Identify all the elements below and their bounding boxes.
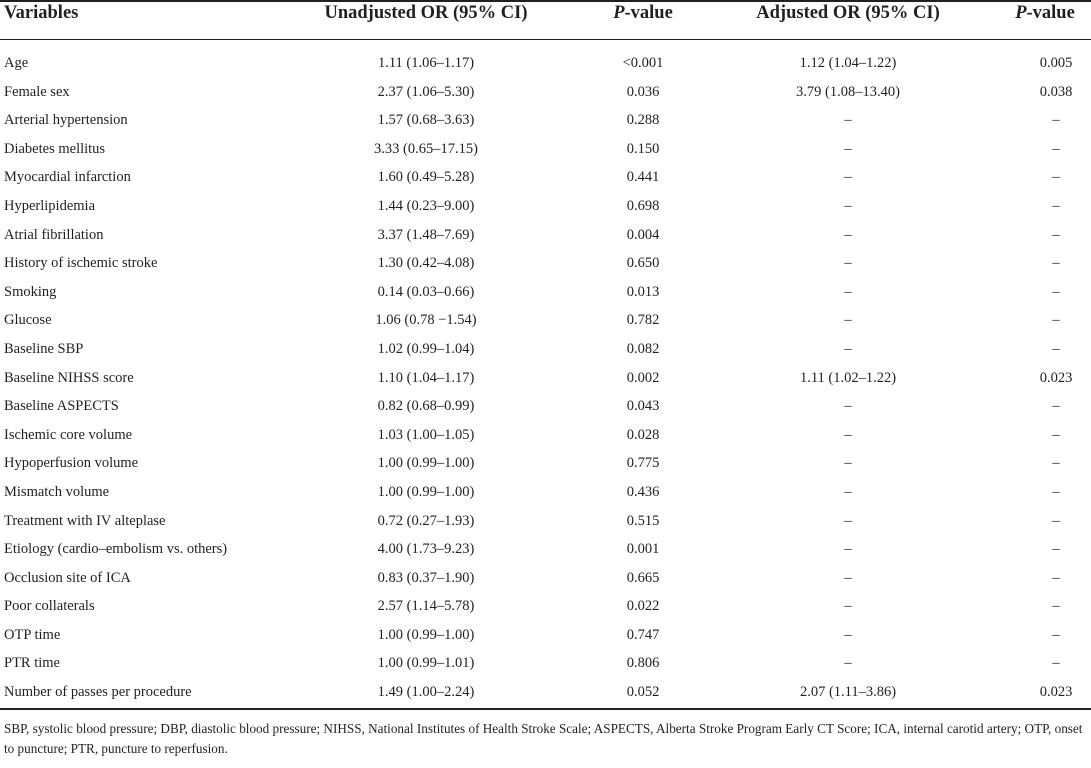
unadjusted-or-cell: 1.49 (1.00–2.24) <box>377 684 475 701</box>
table-row <box>0 250 1091 279</box>
adjusted-or-cell: – <box>844 112 852 129</box>
table-row <box>0 307 1091 336</box>
table-row <box>0 565 1091 594</box>
adjusted-p-cell: 0.005 <box>1039 55 1073 71</box>
variable-cell: Number of passes per procedure <box>4 684 192 701</box>
unadjusted-p-cell: 0.004 <box>626 226 660 243</box>
adjusted-or-cell: – <box>844 598 852 615</box>
adjusted-or-cell: – <box>844 340 852 357</box>
unadjusted-p-cell: 0.436 <box>626 483 660 500</box>
unadjusted-p-cell: 0.665 <box>626 569 660 586</box>
table-row <box>0 536 1091 565</box>
adjusted-or-cell: 1.11 (1.02–1.22) <box>799 369 897 386</box>
adjusted-p-cell: – <box>1052 455 1060 472</box>
table-header <box>0 0 1091 39</box>
unadjusted-or-cell: 1.02 (0.99–1.04) <box>377 340 475 357</box>
unadjusted-or-cell: 0.72 (0.27–1.93) <box>377 512 475 529</box>
header-p-value-suffix: -value <box>624 3 673 23</box>
variable-cell: Arterial hypertension <box>4 112 128 129</box>
unadjusted-p-cell: 0.806 <box>626 655 660 672</box>
unadjusted-p-cell: 0.288 <box>626 112 660 129</box>
unadjusted-p-cell: 0.043 <box>626 398 660 415</box>
adjusted-p-cell: 0.038 <box>1039 83 1073 100</box>
adjusted-p-cell: – <box>1052 626 1060 643</box>
unadjusted-p-cell: <0.001 <box>622 55 664 71</box>
table-row <box>0 136 1091 165</box>
adjusted-p-cell: – <box>1052 598 1060 615</box>
table-row <box>0 422 1091 451</box>
adjusted-p-cell: – <box>1052 312 1060 329</box>
unadjusted-p-cell: 0.650 <box>626 255 660 272</box>
header-p-value-italic: P <box>613 3 625 23</box>
variable-cell: Baseline NIHSS score <box>4 369 134 386</box>
unadjusted-or-cell: 0.14 (0.03–0.66) <box>377 283 475 300</box>
unadjusted-p-cell: 0.441 <box>626 169 660 186</box>
adjusted-or-cell: – <box>844 455 852 472</box>
unadjusted-or-cell: 1.30 (0.42–4.08) <box>377 255 475 272</box>
unadjusted-or-cell: 1.60 (0.49–5.28) <box>377 169 475 186</box>
variable-cell: Poor collaterals <box>4 598 95 615</box>
table-row <box>0 450 1091 479</box>
adjusted-or-cell: – <box>844 226 852 243</box>
adjusted-p-cell: 0.023 <box>1039 684 1073 701</box>
adjusted-p-cell: – <box>1052 541 1060 558</box>
adjusted-or-cell: – <box>844 312 852 329</box>
table-row <box>0 79 1091 108</box>
adjusted-or-cell: – <box>844 197 852 214</box>
adjusted-p-cell: – <box>1052 483 1060 500</box>
table-row <box>0 622 1091 651</box>
adjusted-or-cell: – <box>844 569 852 586</box>
adjusted-p-cell: – <box>1052 398 1060 415</box>
adjusted-p-cell: – <box>1052 283 1060 300</box>
unadjusted-p-cell: 0.082 <box>626 340 660 357</box>
variable-cell: Etiology (cardio–embolism vs. others) <box>4 541 228 558</box>
adjusted-or-cell: – <box>844 512 852 529</box>
table-header-rule <box>0 39 1091 40</box>
adjusted-or-cell: – <box>844 483 852 500</box>
table-row <box>0 164 1091 193</box>
unadjusted-p-cell: 0.028 <box>626 426 660 443</box>
adjusted-or-cell: – <box>844 169 852 186</box>
table-row <box>0 279 1091 308</box>
variable-cell: Age <box>4 55 29 71</box>
header-variables: Variables <box>4 3 79 23</box>
variable-cell: Ischemic core volume <box>4 426 133 443</box>
adjusted-p-cell: – <box>1052 340 1060 357</box>
table-row <box>0 479 1091 508</box>
unadjusted-p-cell: 0.775 <box>626 455 660 472</box>
header-p-value2-italic: P <box>1015 3 1027 23</box>
unadjusted-or-cell: 0.82 (0.68–0.99) <box>377 398 475 415</box>
header-p-value-adjusted <box>1015 3 1075 23</box>
variable-cell: OTP time <box>4 626 61 643</box>
adjusted-or-cell: 3.79 (1.08–13.40) <box>796 83 900 100</box>
variable-cell: Hyperlipidemia <box>4 197 96 214</box>
variable-cell: Diabetes mellitus <box>4 140 106 157</box>
adjusted-p-cell: – <box>1052 112 1060 129</box>
unadjusted-or-cell: 0.83 (0.37–1.90) <box>377 569 475 586</box>
table-row <box>0 679 1091 708</box>
header-unadjusted-or: Unadjusted OR (95% CI) <box>324 3 528 23</box>
adjusted-p-cell: – <box>1052 426 1060 443</box>
unadjusted-or-cell: 1.00 (0.99–1.00) <box>377 626 475 643</box>
unadjusted-p-cell: 0.747 <box>626 626 660 643</box>
unadjusted-p-cell: 0.036 <box>626 83 660 100</box>
unadjusted-or-cell: 1.00 (0.99–1.01) <box>377 655 475 672</box>
unadjusted-p-cell: 0.052 <box>626 684 660 701</box>
table-row <box>0 650 1091 679</box>
unadjusted-p-cell: 0.013 <box>626 283 660 300</box>
adjusted-p-cell: – <box>1052 140 1060 157</box>
adjusted-p-cell: 0.023 <box>1039 369 1073 386</box>
variable-cell: Treatment with IV alteplase <box>4 512 166 529</box>
variable-cell: Smoking <box>4 283 57 300</box>
table-row <box>0 508 1091 537</box>
header-p-value2-suffix: -value <box>1026 3 1075 23</box>
variable-cell: Baseline SBP <box>4 340 84 357</box>
unadjusted-or-cell: 2.57 (1.14–5.78) <box>377 598 475 615</box>
table-body <box>0 50 1091 708</box>
variable-cell: Glucose <box>4 312 52 329</box>
unadjusted-or-cell: 4.00 (1.73–9.23) <box>377 541 475 558</box>
unadjusted-p-cell: 0.150 <box>626 140 660 157</box>
unadjusted-or-cell: 3.37 (1.48–7.69) <box>377 226 475 243</box>
variable-cell: Myocardial infarction <box>4 169 131 186</box>
variable-cell: History of ischemic stroke <box>4 255 158 272</box>
unadjusted-p-cell: 0.002 <box>626 369 660 386</box>
adjusted-or-cell: 2.07 (1.11–3.86) <box>799 684 897 701</box>
unadjusted-p-cell: 0.698 <box>626 197 660 214</box>
unadjusted-or-cell: 1.11 (1.06–1.17) <box>377 55 475 71</box>
adjusted-or-cell: – <box>844 283 852 300</box>
table-row <box>0 50 1091 79</box>
variable-cell: PTR time <box>4 655 60 672</box>
adjusted-or-cell: 1.12 (1.04–1.22) <box>799 55 897 71</box>
unadjusted-p-cell: 0.782 <box>626 312 660 329</box>
adjusted-p-cell: – <box>1052 169 1060 186</box>
header-adjusted-or: Adjusted OR (95% CI) <box>756 3 940 23</box>
unadjusted-p-cell: 0.022 <box>626 598 660 615</box>
adjusted-p-cell: – <box>1052 226 1060 243</box>
header-p-value <box>613 3 673 23</box>
variable-cell: Hypoperfusion volume <box>4 455 139 472</box>
unadjusted-p-cell: 0.001 <box>626 541 660 558</box>
table-row <box>0 222 1091 251</box>
adjusted-or-cell: – <box>844 398 852 415</box>
unadjusted-or-cell: 1.06 (0.78 −1.54) <box>375 312 477 329</box>
adjusted-or-cell: – <box>844 140 852 157</box>
table-row <box>0 193 1091 222</box>
table-row <box>0 336 1091 365</box>
unadjusted-or-cell: 1.00 (0.99–1.00) <box>377 455 475 472</box>
adjusted-p-cell: – <box>1052 197 1060 214</box>
table-footnote: SBP, systolic blood pressure; DBP, diastolic blood pressure; NIHSS, National Institutes of Health Stroke Scale; ASPECTS, Alberta Stroke Program Early CT Score; ICA, internal carotid artery; OTP, onset to puncture; PTR, puncture to reperfusion. <box>4 721 1083 756</box>
table-row <box>0 593 1091 622</box>
variable-cell: Atrial fibrillation <box>4 226 104 243</box>
unadjusted-or-cell: 1.57 (0.68–3.63) <box>377 112 475 129</box>
variable-cell: Baseline ASPECTS <box>4 398 119 415</box>
table-row <box>0 393 1091 422</box>
unadjusted-or-cell: 3.33 (0.65–17.15) <box>374 140 478 157</box>
adjusted-or-cell: – <box>844 255 852 272</box>
adjusted-or-cell: – <box>844 626 852 643</box>
table-row <box>0 365 1091 394</box>
adjusted-or-cell: – <box>844 426 852 443</box>
unadjusted-or-cell: 2.37 (1.06–5.30) <box>377 83 475 100</box>
unadjusted-or-cell: 1.10 (1.04–1.17) <box>377 369 475 386</box>
unadjusted-or-cell: 1.00 (0.99–1.00) <box>377 483 475 500</box>
adjusted-p-cell: – <box>1052 255 1060 272</box>
adjusted-or-cell: – <box>844 655 852 672</box>
unadjusted-p-cell: 0.515 <box>626 512 660 529</box>
table-row <box>0 107 1091 136</box>
unadjusted-or-cell: 1.03 (1.00–1.05) <box>377 426 475 443</box>
unadjusted-or-cell: 1.44 (0.23–9.00) <box>377 197 475 214</box>
adjusted-or-cell: – <box>844 541 852 558</box>
table-bottom-rule <box>0 708 1091 710</box>
variable-cell: Female sex <box>4 83 70 100</box>
adjusted-p-cell: – <box>1052 512 1060 529</box>
variable-cell: Mismatch volume <box>4 483 110 500</box>
adjusted-p-cell: – <box>1052 655 1060 672</box>
variable-cell: Occlusion site of ICA <box>4 569 131 586</box>
adjusted-p-cell: – <box>1052 569 1060 586</box>
